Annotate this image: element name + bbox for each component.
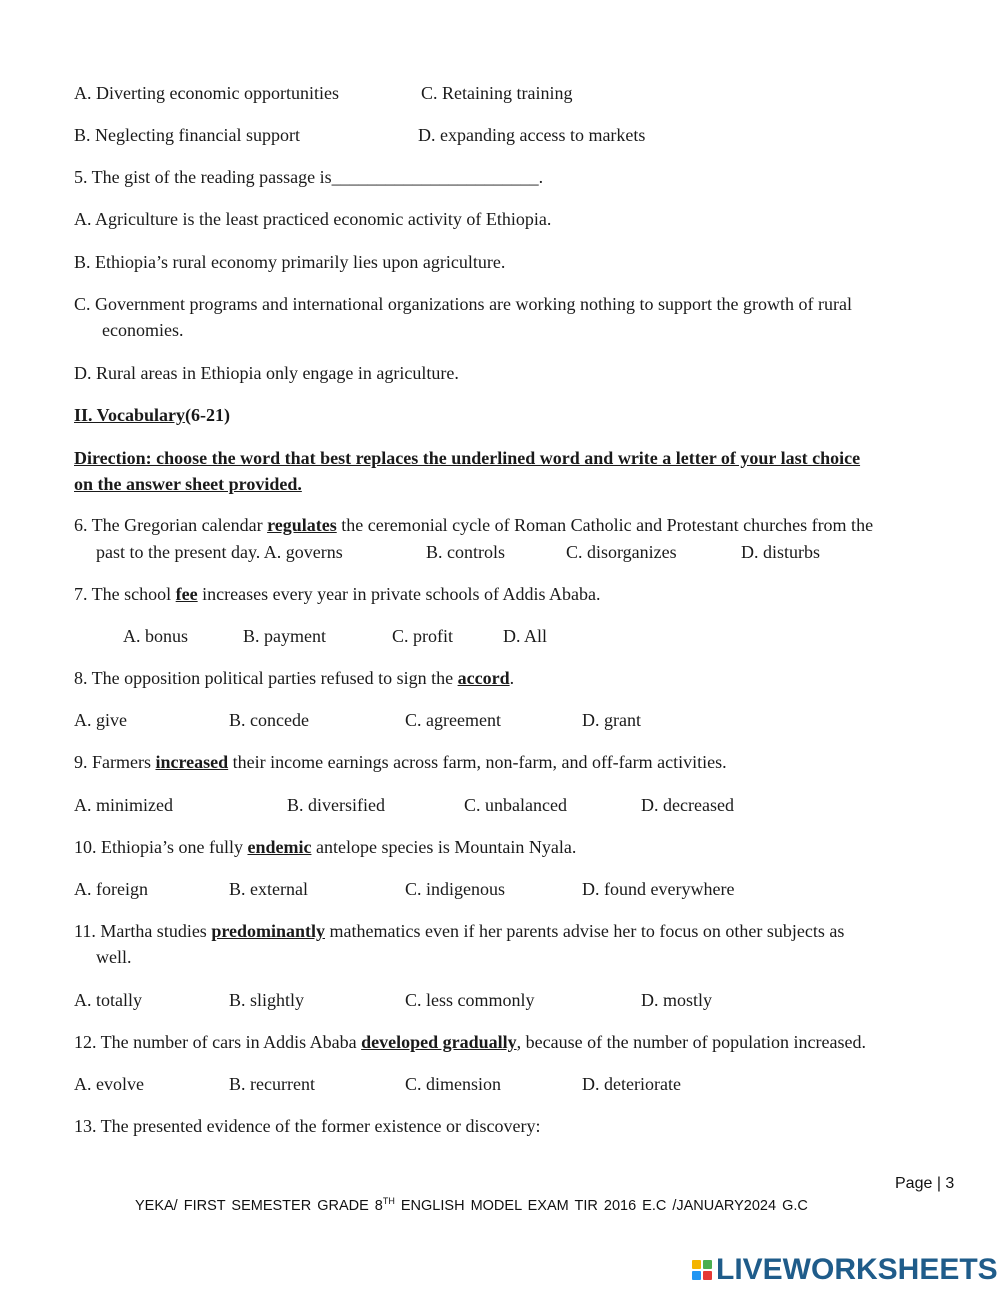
q10-underlined-word: endemic xyxy=(247,837,312,857)
q7-option-b: B. payment xyxy=(243,626,326,646)
q11-option-b: B. slightly xyxy=(229,990,305,1010)
q7-stem xyxy=(74,583,601,605)
q4-option-c: C. Retaining training xyxy=(421,83,573,103)
q11-option-a: A. totally xyxy=(74,990,142,1010)
liveworksheets-logo-icon xyxy=(692,1260,712,1280)
logo-square-3 xyxy=(692,1271,701,1280)
q9-option-b: B. diversified xyxy=(287,795,385,815)
q10-option-c: C. indigenous xyxy=(405,879,506,899)
q5-option-a: A. Agriculture is the least practiced economic activity of Ethiopia. xyxy=(74,209,552,229)
q11-option-c: C. less commonly xyxy=(405,990,535,1010)
q6-underlined-word: regulates xyxy=(267,515,337,535)
q6-stem-post: the ceremonial cycle of Roman Catholic and Protestant churches from the xyxy=(336,515,874,535)
q12-underlined-word: developed gradually xyxy=(361,1032,517,1052)
q11-stem xyxy=(74,920,844,942)
section-heading xyxy=(74,404,230,426)
q12-stem xyxy=(74,1031,866,1053)
q5-option-b: B. Ethiopia’s rural economy primarily lies upon agriculture. xyxy=(74,252,506,272)
footer-exam-title xyxy=(135,1196,808,1214)
q11-option-d: D. mostly xyxy=(641,990,713,1010)
q11-stem-post: mathematics even if her parents advise her to focus on other subjects as xyxy=(325,921,845,941)
footer-title-post: ENGLISH MODEL EXAM TIR 2016 E.C /JANUARY2024 G.C xyxy=(394,1197,808,1214)
q6-line2-option-a: past to the present day. A. governs xyxy=(96,542,343,562)
q9-underlined-word: increased xyxy=(155,752,229,772)
q9-option-a: A. minimized xyxy=(74,795,173,815)
direction-line-2: on the answer sheet provided. xyxy=(74,474,302,494)
q10-option-d: D. found everywhere xyxy=(582,879,735,899)
q4-option-b: B. Neglecting financial support xyxy=(74,125,300,145)
q6-option-b: B. controls xyxy=(426,542,505,562)
q8-stem-pre: 8. The opposition political parties refused to sign the xyxy=(74,668,458,688)
q5-option-c-continued: economies. xyxy=(102,320,184,340)
footer-title-pre: YEKA/ FIRST SEMESTER GRADE 8 xyxy=(135,1197,383,1214)
q7-stem-pre: 7. The school xyxy=(74,584,176,604)
q9-stem-pre: 9. Farmers xyxy=(74,752,156,772)
q12-option-d: D. deteriorate xyxy=(582,1074,681,1094)
q9-option-c: C. unbalanced xyxy=(464,795,567,815)
brand-name: LIVEWORKSHEETS xyxy=(716,1253,998,1286)
q7-option-a: A. bonus xyxy=(123,626,189,646)
q8-stem-post: . xyxy=(509,668,515,688)
q5-option-d: D. Rural areas in Ethiopia only engage in agriculture. xyxy=(74,363,459,383)
q9-option-d: D. decreased xyxy=(641,795,734,815)
q8-underlined-word: accord xyxy=(457,668,510,688)
q7-option-d: D. All xyxy=(503,626,548,646)
q12-option-b: B. recurrent xyxy=(229,1074,315,1094)
q8-option-b: B. concede xyxy=(229,710,309,730)
q10-stem-pre: 10. Ethiopia’s one fully xyxy=(74,837,248,857)
q6-option-c: C. disorganizes xyxy=(566,542,677,562)
q10-stem xyxy=(74,836,576,858)
q10-option-b: B. external xyxy=(229,879,308,899)
q4-option-a: A. Diverting economic opportunities xyxy=(74,83,339,103)
q12-option-c: C. dimension xyxy=(405,1074,502,1094)
q12-stem-post: , because of the number of population increased. xyxy=(516,1032,867,1052)
q10-stem-post: antelope species is Mountain Nyala. xyxy=(311,837,577,857)
logo-square-4 xyxy=(703,1271,712,1280)
page-number: Page | 3 xyxy=(895,1175,955,1192)
q11-stem-continued: well. xyxy=(96,947,132,967)
q9-stem-post: their income earnings across farm, non-farm, and off-farm activities. xyxy=(228,752,727,772)
q7-stem-post: increases every year in private schools of Addis Ababa. xyxy=(197,584,601,604)
section-title: II. Vocabulary xyxy=(74,405,186,425)
q11-underlined-word: predominantly xyxy=(211,921,325,941)
q8-option-c: C. agreement xyxy=(405,710,501,730)
footer-title-sup: TH xyxy=(382,1196,395,1206)
section-range: (6-21) xyxy=(185,405,231,425)
q7-underlined-word: fee xyxy=(175,584,198,604)
q7-option-c: C. profit xyxy=(392,626,453,646)
q12-option-a: A. evolve xyxy=(74,1074,144,1094)
q11-stem-pre: 11. Martha studies xyxy=(74,921,212,941)
q5-stem: 5. The gist of the reading passage is_______________________. xyxy=(74,167,544,187)
q4-option-d: D. expanding access to markets xyxy=(418,125,646,145)
liveworksheets-brand[interactable] xyxy=(692,1253,998,1287)
q6-stem-pre: 6. The Gregorian calendar xyxy=(74,515,268,535)
logo-square-2 xyxy=(703,1260,712,1269)
logo-square-1 xyxy=(692,1260,701,1269)
q8-stem xyxy=(74,667,514,689)
q8-option-d: D. grant xyxy=(582,710,641,730)
q10-option-a: A. foreign xyxy=(74,879,148,899)
q12-stem-pre: 12. The number of cars in Addis Ababa xyxy=(74,1032,362,1052)
q13-stem: 13. The presented evidence of the former existence or discovery: xyxy=(74,1116,541,1136)
q5-option-c: C. Government programs and international organizations are working nothing to support the growth of rural xyxy=(74,294,852,314)
direction-line-1: Direction: choose the word that best replaces the underlined word and write a letter of your last choice xyxy=(74,448,861,468)
q6-option-d: D. disturbs xyxy=(741,542,821,562)
q9-stem xyxy=(74,751,727,773)
q8-option-a: A. give xyxy=(74,710,127,730)
q6-stem xyxy=(74,514,873,536)
